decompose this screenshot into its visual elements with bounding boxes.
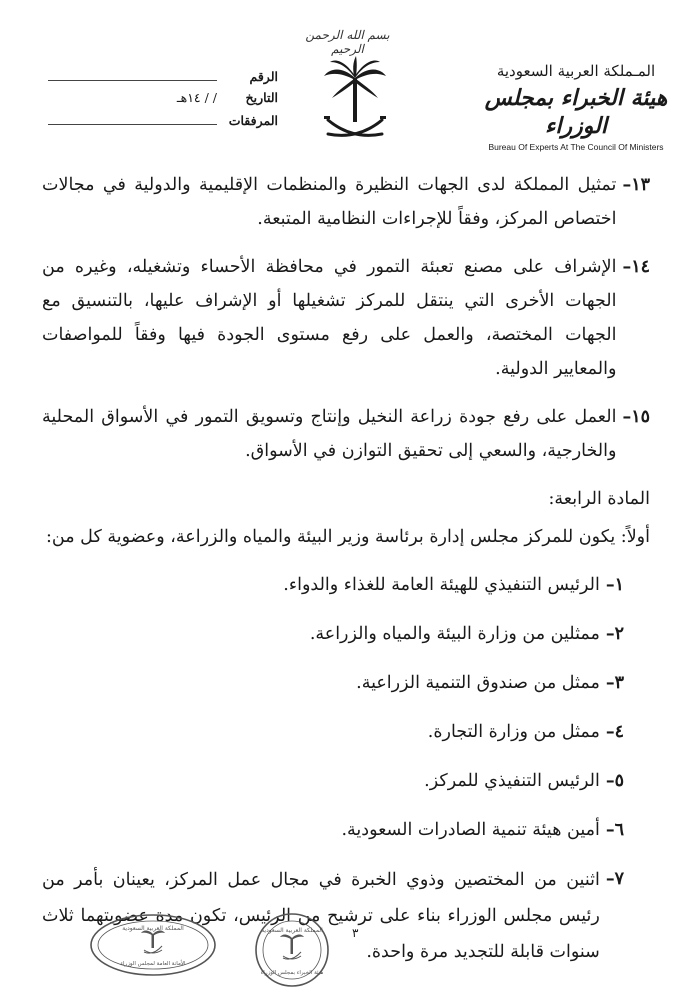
member-text: الرئيس التنفيذي للهيئة العامة للغذاء والدواء. (283, 575, 600, 595)
ref-number-line (48, 68, 217, 81)
member-item-1 (42, 568, 624, 602)
stamp-right-bottom-text: هيئة الخبراء بمجلس الوزراء (260, 970, 324, 976)
bureau-name-en: Bureau Of Experts At The Council Of Ministers (488, 142, 664, 152)
paragraph-13 (42, 168, 650, 236)
paragraph-number: ١٥– (622, 407, 650, 427)
member-number: ٣– (605, 673, 624, 693)
paragraph-text: الإشراف على مصنع تعبئة التمور في محافظة الأحساء وتشغيله، وغيره من الجهات الأخرى التي ينتقل للمركز تشغيلها أو الإشراف عليها، بالتنسيق مع الجهات المختصة، والعمل على رفع مستوى الجودة فيها وفقاً للمواصفات والمعايير الدولية. (42, 257, 617, 379)
ref-number-label: الرقم (249, 69, 278, 84)
reference-block (48, 68, 278, 134)
stamp-right-top-text: المملكة العربية السعودية (261, 927, 323, 934)
member-number: ٧– (605, 869, 624, 889)
document-body (42, 168, 650, 970)
member-text: ممثلين من وزارة البيئة والمياه والزراعة. (309, 624, 600, 644)
paragraph-text: تمثيل المملكة لدى الجهات النظيرة والمنظمات الإقليمية والدولية في مجالات اختصاص المركز، وفقاً للإجراءات النظامية المتبعة. (42, 175, 617, 229)
member-text: اثنين من المختصين وذوي الخبرة في مجال عمل المركز، يعينان بأمر من رئيس مجلس الوزراء بناء على ترشيح من الرئيس، تكون مدة عضويتهما ثلاث سنوات قابلة للتجديد مرة واحدة. (42, 870, 600, 962)
member-number: ١– (605, 575, 624, 595)
date-row (48, 90, 278, 112)
date-value: / / ١٤هـ (176, 90, 217, 105)
stamp-left-top-text: المملكة العربية السعودية (122, 925, 184, 932)
member-number: ٥– (605, 771, 624, 791)
ref-number-row (48, 68, 278, 90)
stamp-left-bottom-text: الأمانة العامة لمجلس الوزراء (120, 961, 186, 967)
paragraph-number: ١٣– (622, 175, 650, 195)
paragraph-15 (42, 400, 650, 468)
member-item-4 (42, 715, 624, 749)
first-clause: أولاً: يكون للمركز مجلس إدارة برئاسة وزير البيئة والمياه والزراعة، وعضوية كل من: (46, 527, 650, 547)
attachments-label: المرفقات (228, 113, 278, 128)
member-text: ممثل من وزارة التجارة. (427, 722, 600, 742)
member-number: ٢– (605, 624, 624, 644)
attachments-line (48, 112, 217, 125)
paragraph-14 (42, 250, 650, 386)
letterhead (466, 62, 686, 152)
member-item-2 (42, 617, 624, 651)
member-item-5 (42, 764, 624, 798)
member-text: ممثل من صندوق التنمية الزراعية. (356, 673, 600, 693)
attachments-row (48, 112, 278, 134)
member-item-6 (42, 813, 624, 847)
bureau-name-ar: هيئة الخبراء بمجلس الوزراء (484, 85, 668, 139)
paragraph-number: ١٤– (622, 257, 650, 277)
member-number: ٦– (605, 820, 624, 840)
general-secretariat-stamp-icon (88, 912, 218, 978)
member-text: الرئيس التنفيذي للمركز. (424, 771, 600, 791)
article-heading: المادة الرابعة: (548, 489, 650, 509)
kingdom-name: المـملكة العربية السعودية (496, 62, 656, 80)
palm-swords-emblem-icon (322, 56, 388, 148)
page-number: ٣ (352, 926, 359, 940)
basmala: بسم الله الرحمن الرحيم (305, 28, 390, 56)
bureau-round-stamp-icon (240, 912, 344, 988)
member-text: أمين هيئة تنمية الصادرات السعودية. (341, 820, 600, 840)
member-item-3 (42, 666, 624, 700)
date-label: التاريخ (245, 90, 278, 105)
member-number: ٤– (605, 722, 624, 742)
paragraph-text: العمل على رفع جودة زراعة النخيل وإنتاج وتسويق التمور في الأسواق المحلية والخارجية، والسعي إلى تحقيق التوازن في الأسواق. (42, 407, 617, 461)
